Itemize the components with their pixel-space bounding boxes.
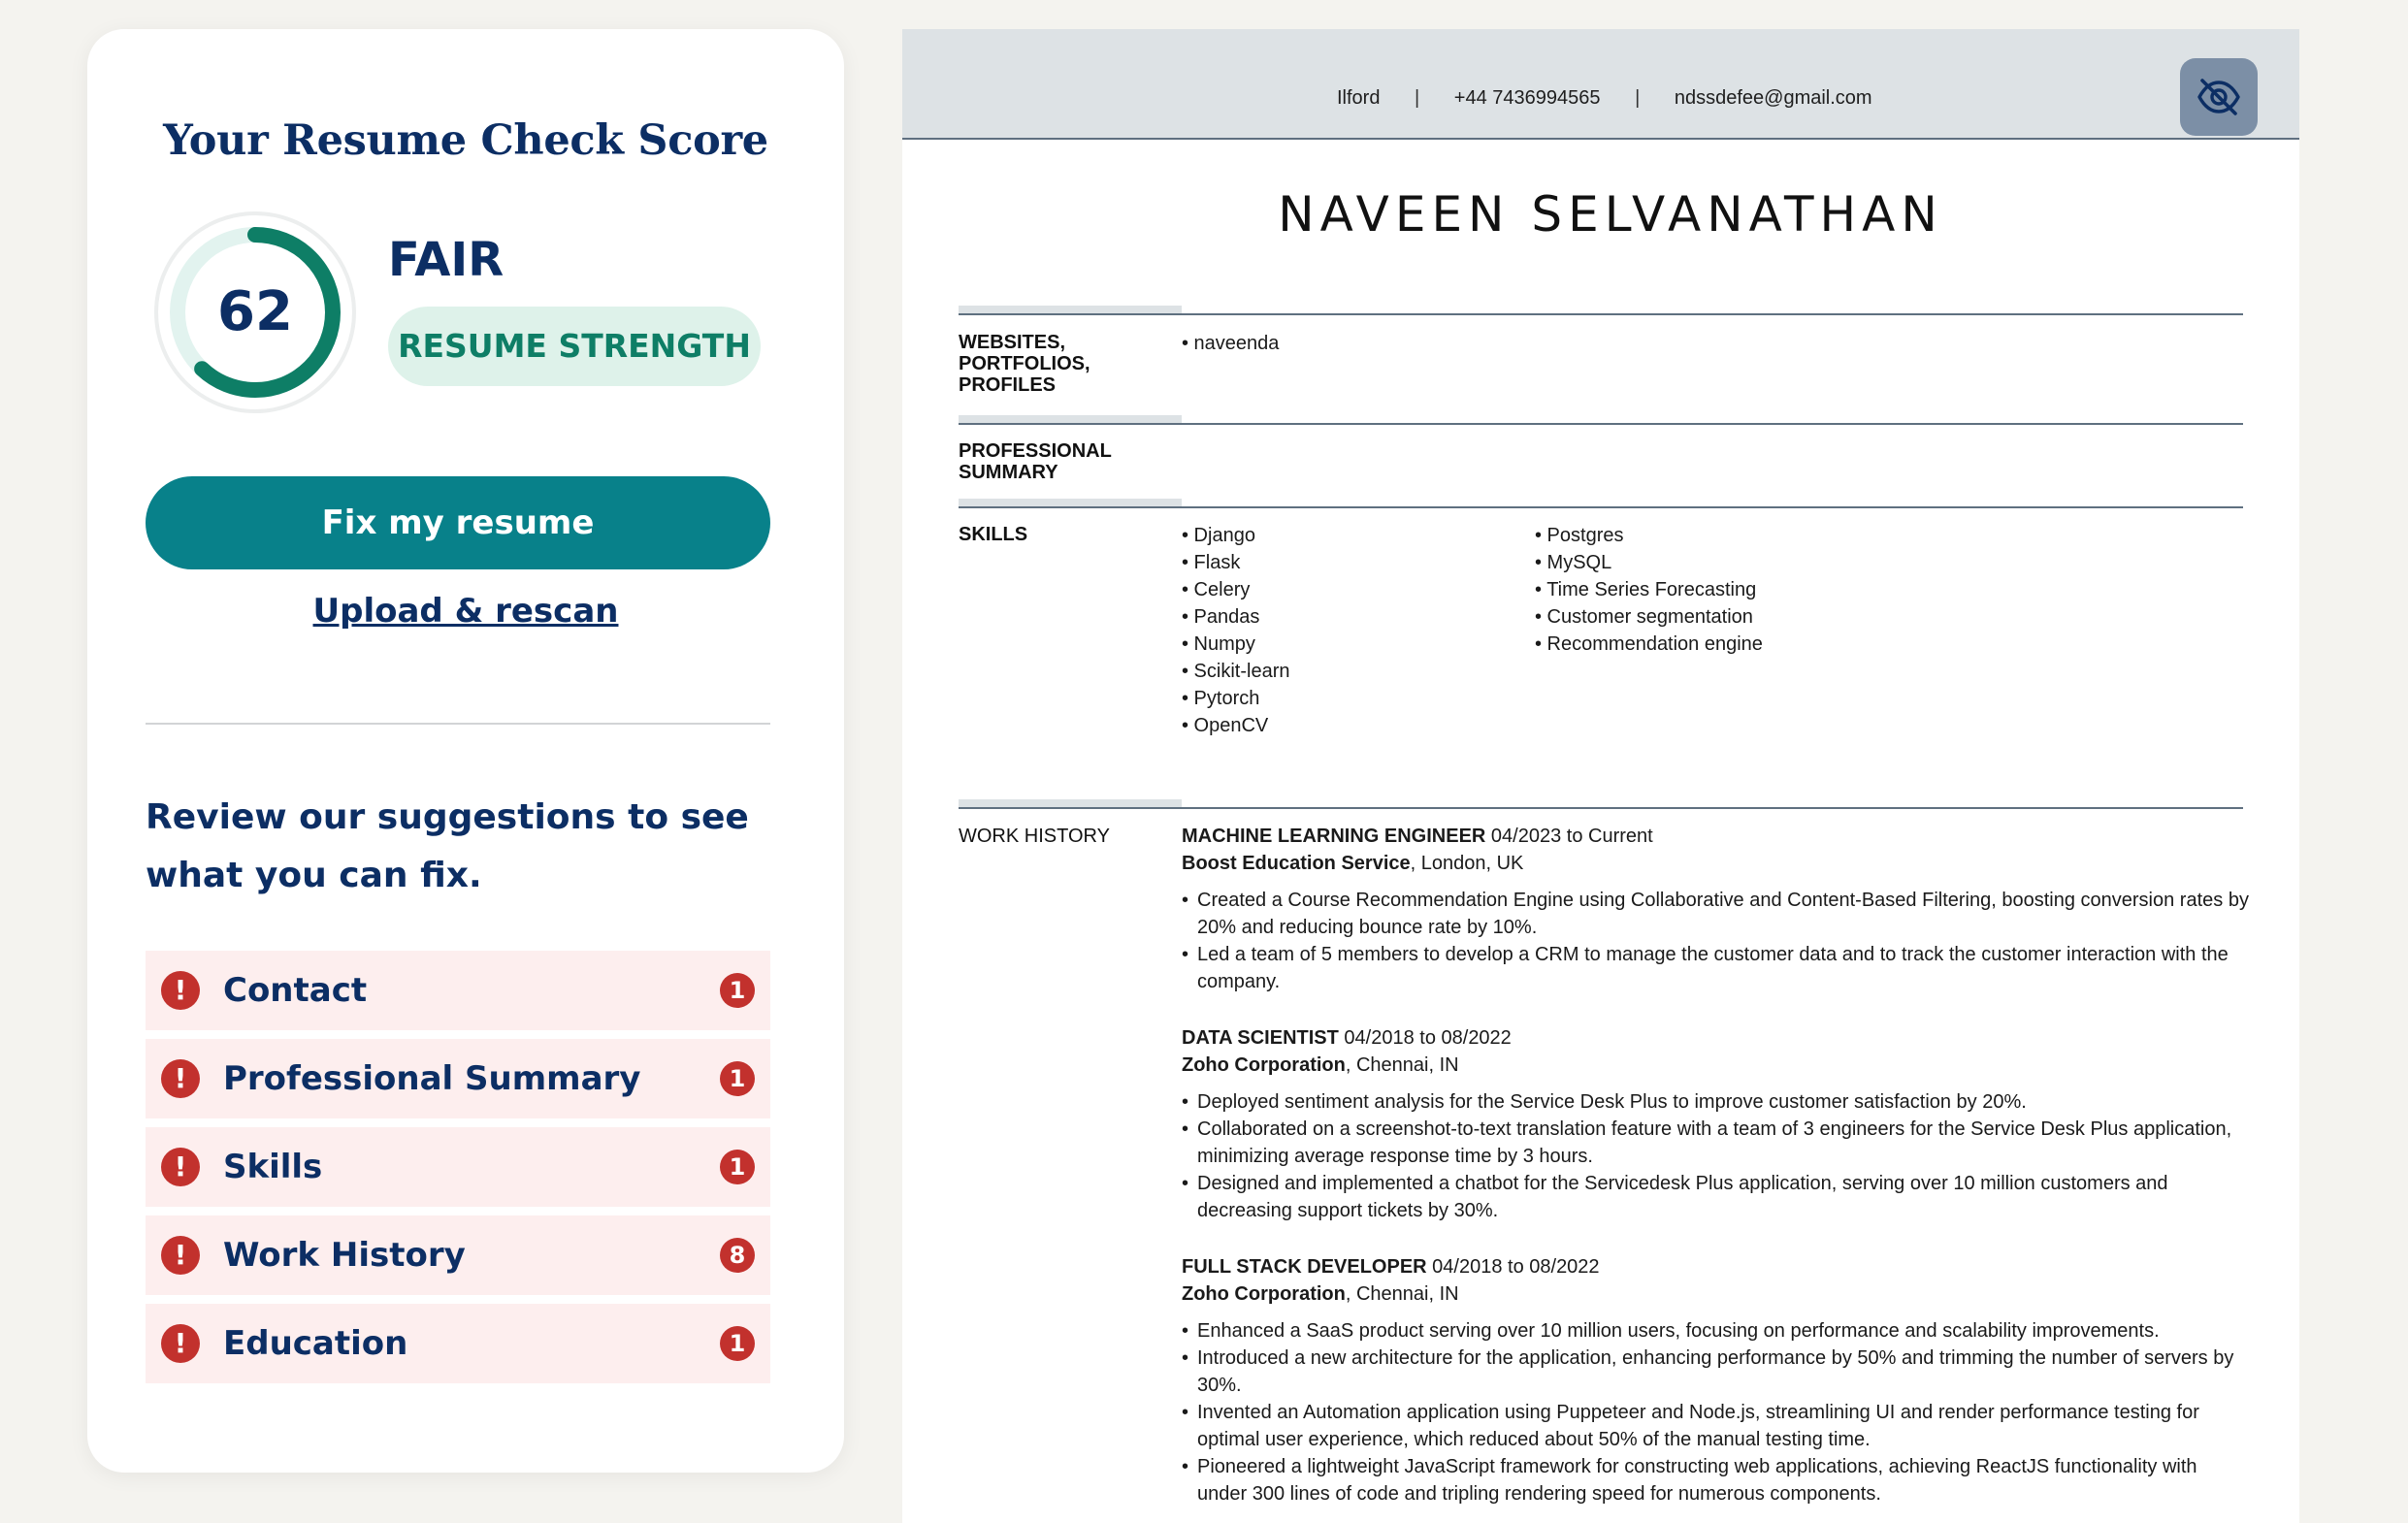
job-bullet: • Enhanced a SaaS product serving over 10 million users, focusing on performance and scalability improvements. [1182,1317,2249,1345]
alert-icon: ! [161,971,200,1010]
section-title-websites: WEBSITES, PORTFOLIOS, PROFILES [959,332,1090,396]
section-rule [959,306,2243,317]
upload-rescan-link[interactable]: Upload & rescan [312,592,619,631]
job-location: , Chennai, IN [1345,1283,1459,1305]
job-dates: 04/2018 to 08/2022 [1344,1027,1512,1049]
job-company-line [1182,850,2249,877]
resume-contact-header [902,29,2299,140]
skills-column-1 [1182,522,1289,739]
job-company: Zoho Corporation [1182,1283,1346,1305]
job-company: Zoho Corporation [1182,1054,1346,1076]
list-item: • Numpy [1182,633,1255,655]
section-rule [959,415,2243,427]
list-item: • Flask [1182,552,1241,573]
job-dates: 04/2018 to 08/2022 [1432,1256,1600,1278]
list-item: • Recommendation engine [1535,633,1763,655]
hide-preview-button[interactable] [2180,58,2258,136]
job-company: Boost Education Service [1182,853,1411,874]
suggestion-label: Contact [223,971,368,1010]
job-bullet: • Pioneered a lightweight JavaScript framework for constructing web applications, achieving ReactJS functionality with under 300 lines of code and tripling rendering speed for numerous components. [1182,1453,2249,1507]
job-company-line [1182,1052,2249,1079]
alert-icon: ! [161,1059,200,1098]
contact-email: ndssdefee@gmail.com [1674,87,1872,109]
list-item: • naveenda [1182,333,1280,354]
job-entry [1182,1253,2249,1507]
job-role: MACHINE LEARNING ENGINEER [1182,826,1486,847]
list-item: • Pandas [1182,606,1260,628]
job-bullets [1182,887,2249,995]
job-bullet: • Collaborated on a screenshot-to-text translation feature with a team of 3 engineers for the Service Desk Plus application, minimizing average response time by 3 hours. [1182,1116,2249,1170]
job-bullets [1182,1088,2249,1224]
contact-separator: | [1415,87,1420,109]
section-title-skills: SKILLS [959,524,1028,545]
list-item: • MySQL [1535,552,1612,573]
job-entry [1182,1024,2249,1224]
alert-icon: ! [161,1324,200,1363]
suggestion-contact[interactable] [146,951,770,1030]
job-bullet: • Designed and implemented a chatbot for the Servicedesk Plus application, serving over 10 million customers and decreasing support tickets by 30%. [1182,1170,2249,1224]
score-card-title: Your Resume Check Score [163,116,768,165]
section-rule [959,499,2243,510]
suggestion-label: Professional Summary [223,1059,641,1098]
job-bullets [1182,1317,2249,1507]
section-rule [959,799,2243,811]
websites-list [1182,330,1279,357]
suggestion-skills[interactable] [146,1127,770,1207]
job-entry [1182,823,2249,995]
issue-count-badge: 1 [720,1150,755,1184]
suggestion-education[interactable] [146,1304,770,1383]
job-title-line [1182,1024,2249,1052]
issue-count-badge: 1 [720,1061,755,1096]
resume-strength-badge: RESUME STRENGTH [388,307,761,386]
job-role: DATA SCIENTIST [1182,1027,1339,1049]
list-item: • Pytorch [1182,688,1260,709]
job-bullet: • Created a Course Recommendation Engine using Collaborative and Content-Based Filtering, boosting conversion rates by 20% and reducing bounce rate by 10%. [1182,887,2249,941]
divider [146,723,770,725]
job-location: , London, UK [1410,853,1524,874]
contact-phone: +44 7436994565 [1453,87,1601,109]
list-item: • OpenCV [1182,715,1269,736]
list-item: • Customer segmentation [1535,606,1753,628]
section-title-summary: PROFESSIONAL SUMMARY [959,440,1112,483]
resume-preview [902,29,2299,1523]
job-bullet: • Led a team of 5 members to develop a CRM to manage the customer data and to track the customer interaction with the company. [1182,941,2249,995]
suggestion-professional-summary[interactable] [146,1039,770,1118]
contact-line [1337,87,1872,110]
list-item: • Postgres [1535,525,1624,546]
skills-column-2 [1535,522,1763,658]
suggestion-list [146,951,770,1392]
job-company-line [1182,1280,2249,1308]
job-bullet: • Deployed sentiment analysis for the Service Desk Plus to improve customer satisfaction by 20%. [1182,1088,2249,1116]
suggestion-label: Skills [223,1148,323,1186]
list-item: • Django [1182,525,1255,546]
issue-count-badge: 8 [720,1238,755,1273]
job-location: , Chennai, IN [1345,1054,1459,1076]
contact-separator: | [1635,87,1641,109]
review-heading: Review our suggestions to see what you can fix. [146,797,749,895]
fix-my-resume-button[interactable]: Fix my resume [146,476,770,569]
score-gauge [152,210,358,415]
contact-city: Ilford [1337,87,1381,109]
job-bullet: • Invented an Automation application using Puppeteer and Node.js, streamlining UI and render performance testing for optimal user experience, which reduced about 50% of the manual testing time. [1182,1399,2249,1453]
issue-count-badge: 1 [720,1326,755,1361]
list-item: • Celery [1182,579,1251,600]
job-dates: 04/2023 to Current [1490,826,1653,847]
list-item: • Scikit-learn [1182,661,1290,682]
job-title-line [1182,823,2249,850]
job-bullet: • Introduced a new architecture for the application, enhancing performance by 50% and trimming the number of servers by 30%. [1182,1345,2249,1399]
job-role: FULL STACK DEVELOPER [1182,1256,1427,1278]
rating-label: FAIR [388,233,504,287]
alert-icon: ! [161,1236,200,1275]
suggestion-work-history[interactable] [146,1215,770,1295]
suggestion-label: Education [223,1324,408,1363]
job-title-line [1182,1253,2249,1280]
section-title-work-history: WORK HISTORY [959,826,1110,847]
list-item: • Time Series Forecasting [1535,579,1757,600]
suggestion-label: Work History [223,1236,466,1275]
issue-count-badge: 1 [720,973,755,1008]
eye-off-icon [2196,74,2242,120]
alert-icon: ! [161,1148,200,1186]
score-card [87,29,844,1473]
resume-name: NAVEEN SELVANATHAN [1278,186,1943,243]
score-value: 62 [217,280,293,343]
